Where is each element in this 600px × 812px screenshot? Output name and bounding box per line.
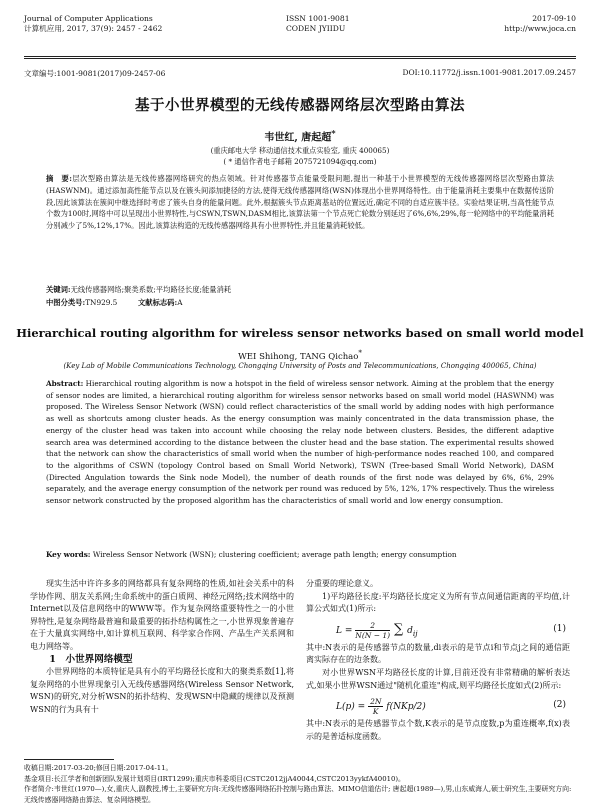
abstract-en-text: Hierarchical routing algorithm is now a hotspot in the field of wireless sensor network. Aiming at the problem that the energy of sensor nodes are limited, a hierarchical routing algorithm for wireless sensor networks based on small world model (HASWNM) was proposed. The Wireless Sensor Network (WSN) could reflect characteristics of the small world by adding nodes with high performance as well as shortcuts among cluster heads. As the energy consumption was mainly concentrated in the data transmission phase, the energy of the cluster head was taken into account while choosing the relay node between clusters. Besides, the different adaptive search area was determined according to the distance between the cluster head and the base station. The experimental results showed that the network can show the characteristics of small world when the number of high-performance nodes reached 100, and compared to the algorithms of CSWN (topology Control based on Small World Network), TSWN (Tree-based Small World Network), DASM (Directed Angulation towards the Sink node Model), the number of death rounds of the first node was delayed by 6%, 6%, 29% separately, and the average energy consumption of the network per round was reduced by 5%, 12%, 17% respectively. Thus the wireless sensor network constructed by the proposed algorithm has the characteristics of small world and low energy consumption. — [46, 379, 554, 506]
authors-en — [0, 348, 600, 362]
header-rule-thick — [24, 56, 576, 57]
equation-2-rhs: f(NKp/2) — [386, 702, 426, 713]
doc-code-label: 文献标志码: — [138, 298, 178, 307]
affiliation-zh — [0, 145, 600, 167]
footnote-author-bio: 作者简介:韦世红(1970—),女,重庆人,副教授,博士,主要研究方向:无线传感器网络拓扑控制与路由算法、MIMO信道估计; 唐起超(1989—),男,山东威海人,硕士研究生,主要研究方向:无线传感器网络路由算法、复杂网络模型。 — [24, 785, 572, 804]
journal-date-block — [504, 14, 576, 34]
equation-1-variable: d — [407, 625, 413, 636]
equation-2-denominator: K — [372, 707, 379, 717]
summation-icon: ∑ — [393, 621, 404, 637]
classification-zh — [46, 298, 554, 308]
equation-2-lhs: L(p) — [336, 702, 355, 713]
corresponding-mark-en: * — [358, 348, 362, 357]
authors-en-names: WEI Shihong, TANG Qichao — [238, 351, 359, 362]
footnote-received: 收稿日期:2017-03-20;修回日期:2017-04-11。 — [24, 764, 173, 772]
doc-code-value: A — [177, 298, 183, 307]
equation-1-numerator: 2 — [355, 621, 390, 631]
affiliation-zh-line2: ( * 通信作者电子邮箱 2075721094@qq.com) — [223, 157, 377, 166]
equation-1-fraction — [355, 621, 390, 640]
journal-date: 2017-09-10 — [532, 14, 576, 23]
equation-2-numerator: 2N — [370, 697, 382, 707]
equation-2-explanation: 其中:N表示的是传感器节点个数,K表示的是节点度数,p为重连概率,f(x)表示的是普适标度函数。 — [306, 719, 570, 741]
journal-header — [24, 14, 576, 54]
journal-issn: ISSN 1001-9081 — [286, 14, 350, 23]
journal-name-zh: 计算机应用, 2017, 37(9): 2457 - 2462 — [24, 24, 163, 33]
equation-1-number: (1) — [553, 623, 566, 634]
equation-1 — [306, 616, 570, 642]
equation-1-denominator: N(N − 1) — [355, 630, 391, 640]
section-heading: 1 小世界网络模型 — [49, 653, 133, 665]
journal-name-en: Journal of Computer Applications — [24, 14, 153, 23]
small-world-paragraph: 小世界网络的本质特征是具有小的平均路径长度和大的聚类系数[1],将复杂网络的小世界现象引入无线传感器网络(Wireless Sensor Network, WSN)的研究,对分析WSN的拓扑结构、发现WSN中隐藏的规律以及预测WSN的行为具有十 — [30, 667, 294, 714]
keywords-zh-text: 无线传感器网络;聚类系数;平均路径长度;能量消耗 — [70, 285, 232, 294]
abstract-en-label: Abstract: — [46, 379, 84, 388]
equation-2-body — [336, 697, 426, 716]
avg-path-definition: 1)平均路径长度:平均路径长度定义为所有节点间通信距离的平均值,计算公式如式(1)所示: — [306, 591, 570, 614]
abstract-zh-text: 层次型路由算法是无线传感器网络研究的热点领域。针对传感器节点能量受限问题,提出一种基于小世界模型的无线传感器网络层次型路由算法(HASWNM)。通过添加高性能节点以及在簇头间添加捷径的方法,使得无线传感器网络(WSN)体现出小世界网络特性。由于能量消耗主要集中在数据传送阶段,因此该算法在簇间中继选择时考虑了簇头自身的能量问题。此外,根据簇头节点距离基站的位置远近,确定不同的自适应簇半径。实验结果证明,当高性能节点个数为100时,网络中可以呈现出小世界特性,与CSWN,TSWN,DASM相比,该算法第一个节点死亡轮数分别延迟了6%,6%,29%,每一轮网络中的平均能量消耗分别减少了5%,12%,17%。因此,该算法构造的无线传感器网络具有小世界特性,并且能量消耗较低。 — [46, 174, 554, 231]
affiliation-zh-line1: (重庆邮电大学 移动通信技术重点实验室, 重庆 400065) — [210, 146, 390, 155]
equation-2-number: (2) — [553, 700, 566, 711]
body-right-column — [306, 578, 570, 743]
clc-value: TN929.5 — [85, 298, 118, 307]
article-doi[interactable]: DOI:10.11772/j.issn.1001-9081.2017.09.2457 — [402, 68, 576, 77]
abstract-zh — [46, 173, 554, 232]
article-info — [24, 68, 576, 79]
abstract-en — [46, 378, 554, 507]
footnote-funding: 基金项目:长江学者和创新团队发展计划项目(IRT1299);重庆市科委项目(CSTC2012jjA40044,CSTC2013yykfA40010)。 — [24, 774, 405, 783]
body-left-column — [30, 578, 294, 717]
abstract-zh-label: 摘 要: — [46, 174, 72, 183]
authors-zh — [0, 128, 600, 143]
continuation-text: 分重要的理论意义。 — [306, 579, 378, 588]
equation-1-explanation: 其中:N表示的是传感器节点的数量,di表示的是节点i和节点j之间的通信距离实际存在的边条数。 — [306, 642, 570, 665]
authors-zh-names: 韦世红, 唐起超 — [264, 132, 332, 144]
corresponding-mark-zh: * — [331, 128, 336, 138]
equation-1-lhs: L = — [336, 625, 353, 636]
title-en: Hierarchical routing algorithm for wireless sensor networks based on small world model — [16, 326, 584, 340]
equation-2-equals: = — [357, 702, 366, 713]
keywords-zh-label: 关键词: — [46, 285, 71, 294]
article-id: 文章编号:1001-9081(2017)09-2457-06 — [24, 69, 166, 78]
journal-name-block — [24, 14, 162, 34]
equation-2 — [306, 692, 570, 718]
equation-2-fraction — [368, 697, 383, 716]
journal-codes-block — [286, 14, 350, 34]
title-zh: 基于小世界模型的无线传感器网络层次型路由算法 — [135, 98, 465, 114]
keywords-en — [46, 549, 554, 560]
equation-1-index: ij — [412, 628, 418, 638]
affiliation-en: (Key Lab of Mobile Communications Technology, Chongqing University of Posts and Telecommunications, Chongqing 400065, China) — [63, 362, 537, 370]
keywords-zh — [46, 285, 554, 295]
journal-coden: CODEN JYIIDU — [286, 24, 346, 33]
clc-label: 中图分类号: — [46, 298, 86, 307]
equation-1-body — [336, 621, 418, 640]
intro-paragraph: 现实生活中许许多多的网络都具有复杂网络的性质,如社会关系中的科学协作网、朋友关系网;生命系统中的蛋白质网、神经元网络;技术网络中的Internet以及信息网络中的WWW等。作为复杂网络重要特性之一的小世界特性,是复杂网络最普遍和最重要的拓扑结构属性之一,小世界现象普遍存在于大量真实网络中,如计算机互联网、科学家合作网、产品生产关系网和电力网络等。 — [30, 579, 294, 651]
footnotes — [24, 763, 576, 805]
footnote-rule — [24, 759, 114, 760]
random-rewire-paragraph: 对小世界WSN平均路径长度的计算,目前还没有非常精确的解析表达式,如果小世界WSN通过"随机化重连"构成,则平均路径长度如式(2)所示: — [306, 667, 570, 690]
keywords-en-label: Key words: — [46, 550, 91, 559]
header-rule-thin — [24, 58, 576, 59]
journal-url[interactable]: http://www.joca.cn — [504, 24, 576, 33]
keywords-en-text: Wireless Sensor Network (WSN); clustering coefficient; average path length; energy consumption — [92, 550, 457, 559]
